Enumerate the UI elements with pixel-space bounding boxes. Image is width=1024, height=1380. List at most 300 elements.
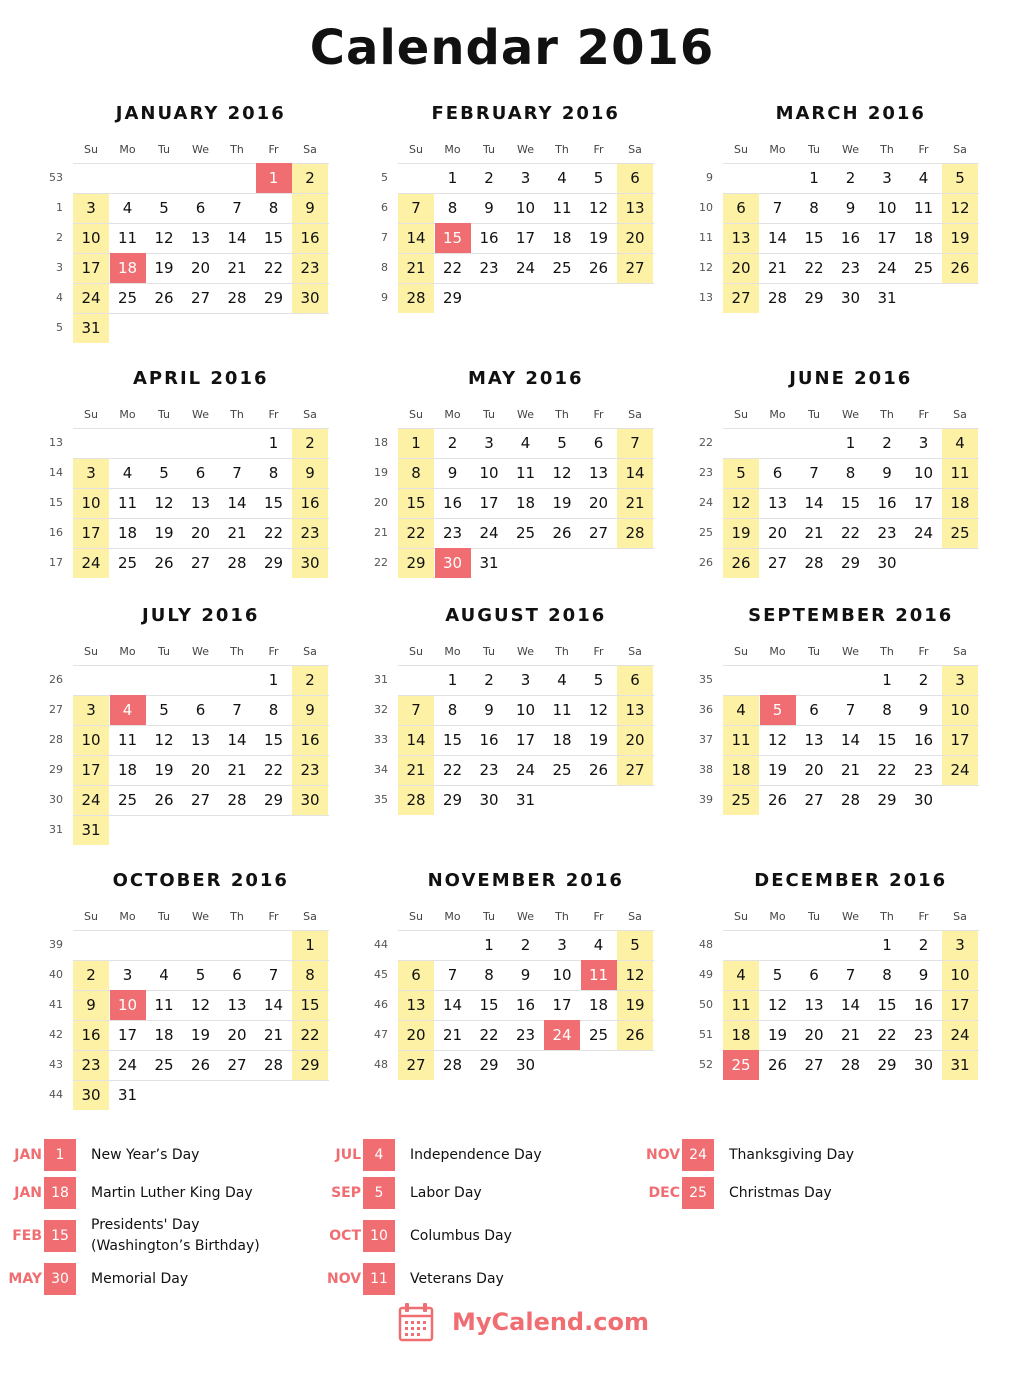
day-cell[interactable]: 4 xyxy=(520,434,531,452)
day-cell[interactable]: 28 xyxy=(263,1056,284,1074)
day-cell[interactable]: 6 xyxy=(630,169,640,187)
day-cell[interactable]: 22 xyxy=(300,1026,320,1044)
day-cell[interactable]: 4 xyxy=(557,671,567,689)
day-cell[interactable]: 2 xyxy=(305,169,315,187)
day-cell[interactable]: 20 xyxy=(406,1026,426,1044)
day-cell[interactable]: 31 xyxy=(515,791,536,809)
day-cell[interactable]: 17 xyxy=(877,229,897,247)
day-cell[interactable]: 8 xyxy=(845,464,856,482)
day-cell[interactable]: 6 xyxy=(736,199,746,217)
day-cell[interactable]: 30 xyxy=(479,791,499,809)
day-cell[interactable]: 19 xyxy=(154,259,174,277)
day-cell[interactable]: 27 xyxy=(190,554,211,572)
day-cell[interactable]: 16 xyxy=(515,996,536,1014)
day-cell[interactable]: 14 xyxy=(767,229,788,247)
day-cell[interactable]: 6 xyxy=(232,966,242,984)
day-cell[interactable]: 10 xyxy=(877,199,897,217)
day-cell[interactable]: 9 xyxy=(484,199,494,217)
day-cell[interactable]: 15 xyxy=(804,229,824,247)
day-cell[interactable]: 17 xyxy=(479,494,499,512)
day-cell[interactable]: 31 xyxy=(479,554,499,572)
day-cell[interactable]: 1 xyxy=(447,671,458,689)
day-cell[interactable]: 26 xyxy=(950,259,970,277)
day-cell[interactable]: 30 xyxy=(913,1056,934,1074)
day-cell[interactable]: 11 xyxy=(117,229,138,247)
day-cell[interactable]: 14 xyxy=(804,494,824,512)
day-cell[interactable]: 4 xyxy=(557,169,567,187)
day-cell[interactable]: 9 xyxy=(305,701,315,719)
day-cell[interactable]: 20 xyxy=(190,761,211,779)
day-cell[interactable]: 6 xyxy=(630,671,640,689)
day-cell[interactable]: 12 xyxy=(588,199,609,217)
day-cell[interactable]: 18 xyxy=(552,229,572,247)
day-cell[interactable]: 19 xyxy=(625,996,645,1014)
day-cell[interactable]: 11 xyxy=(117,494,138,512)
day-cell[interactable]: 27 xyxy=(625,761,645,779)
day-cell[interactable]: 15 xyxy=(442,731,463,749)
day-cell[interactable]: 27 xyxy=(625,259,645,277)
day-cell[interactable]: 21 xyxy=(840,1026,861,1044)
day-cell[interactable]: 3 xyxy=(484,434,494,452)
day-cell[interactable]: 21 xyxy=(804,524,824,542)
day-cell[interactable]: 23 xyxy=(300,259,320,277)
day-cell[interactable]: 14 xyxy=(625,464,645,482)
day-cell[interactable]: 3 xyxy=(955,671,965,689)
day-cell[interactable]: 4 xyxy=(593,936,604,954)
day-cell[interactable]: 16 xyxy=(913,731,934,749)
day-cell[interactable]: 25 xyxy=(117,791,138,809)
day-cell[interactable]: 18 xyxy=(117,761,138,779)
day-cell[interactable]: 23 xyxy=(300,524,320,542)
day-cell[interactable]: 26 xyxy=(190,1056,211,1074)
day-cell[interactable]: 22 xyxy=(442,761,463,779)
day-cell[interactable]: 20 xyxy=(731,259,751,277)
day-cell[interactable]: 13 xyxy=(190,229,211,247)
day-cell[interactable]: 28 xyxy=(804,554,824,572)
day-cell[interactable]: 21 xyxy=(406,259,426,277)
day-cell[interactable]: 29 xyxy=(263,791,284,809)
day-cell[interactable]: 21 xyxy=(840,761,861,779)
day-cell[interactable]: 19 xyxy=(767,1026,788,1044)
day-cell[interactable]: 10 xyxy=(81,229,101,247)
day-cell[interactable]: 18 xyxy=(515,494,536,512)
day-cell[interactable]: 23 xyxy=(479,761,499,779)
day-cell[interactable]: 13 xyxy=(804,996,824,1014)
day-cell[interactable]: 2 xyxy=(918,936,929,954)
day-cell[interactable]: 18 xyxy=(117,524,138,542)
day-cell[interactable]: 8 xyxy=(268,701,279,719)
day-cell[interactable]: 27 xyxy=(804,791,824,809)
day-cell[interactable]: 16 xyxy=(840,229,861,247)
day-cell[interactable]: 22 xyxy=(840,524,861,542)
day-cell[interactable]: 28 xyxy=(227,289,247,307)
day-cell[interactable]: 25 xyxy=(950,524,970,542)
day-cell[interactable]: 23 xyxy=(300,761,320,779)
day-cell[interactable]: 28 xyxy=(840,791,861,809)
day-cell[interactable]: 28 xyxy=(406,289,426,307)
day-cell[interactable]: 20 xyxy=(625,731,645,749)
day-cell[interactable]: 10 xyxy=(552,966,572,984)
day-cell[interactable]: 24 xyxy=(81,554,101,572)
day-cell[interactable]: 9 xyxy=(845,199,856,217)
day-cell[interactable]: 22 xyxy=(877,761,897,779)
day-cell[interactable]: 25 xyxy=(552,259,572,277)
day-cell[interactable]: 26 xyxy=(625,1026,645,1044)
day-cell[interactable]: 18 xyxy=(731,1026,751,1044)
day-cell[interactable]: 26 xyxy=(154,791,174,809)
day-cell[interactable]: 7 xyxy=(772,199,783,217)
day-cell[interactable]: 12 xyxy=(154,731,174,749)
day-cell[interactable]: 12 xyxy=(767,996,788,1014)
holiday-day-cell[interactable]: 1 xyxy=(256,163,292,193)
day-cell[interactable]: 24 xyxy=(479,524,499,542)
day-cell[interactable]: 25 xyxy=(117,289,138,307)
day-cell[interactable]: 27 xyxy=(731,289,751,307)
day-cell[interactable]: 16 xyxy=(300,494,320,512)
day-cell[interactable]: 5 xyxy=(736,464,746,482)
day-cell[interactable]: 17 xyxy=(552,996,572,1014)
day-cell[interactable]: 13 xyxy=(190,494,211,512)
day-cell[interactable]: 7 xyxy=(268,966,279,984)
day-cell[interactable]: 29 xyxy=(877,791,897,809)
day-cell[interactable]: 13 xyxy=(190,731,211,749)
day-cell[interactable]: 8 xyxy=(268,199,279,217)
day-cell[interactable]: 27 xyxy=(227,1056,247,1074)
day-cell[interactable]: 2 xyxy=(484,671,494,689)
day-cell[interactable]: 25 xyxy=(913,259,934,277)
day-cell[interactable]: 16 xyxy=(877,494,897,512)
day-cell[interactable]: 4 xyxy=(736,701,746,719)
day-cell[interactable]: 9 xyxy=(305,199,315,217)
day-cell[interactable]: 13 xyxy=(227,996,247,1014)
day-cell[interactable]: 19 xyxy=(190,1026,211,1044)
day-cell[interactable]: 4 xyxy=(955,434,965,452)
holiday-day-cell[interactable]: 4 xyxy=(110,695,146,725)
day-cell[interactable]: 9 xyxy=(86,996,96,1014)
day-cell[interactable]: 12 xyxy=(552,464,572,482)
day-cell[interactable]: 10 xyxy=(479,464,499,482)
day-cell[interactable]: 15 xyxy=(263,494,284,512)
day-cell[interactable]: 2 xyxy=(520,936,531,954)
day-cell[interactable]: 15 xyxy=(300,996,320,1014)
day-cell[interactable]: 31 xyxy=(81,319,101,337)
day-cell[interactable]: 25 xyxy=(552,761,572,779)
day-cell[interactable]: 9 xyxy=(447,464,458,482)
day-cell[interactable]: 13 xyxy=(625,701,645,719)
day-cell[interactable]: 31 xyxy=(81,821,101,839)
day-cell[interactable]: 17 xyxy=(117,1026,138,1044)
day-cell[interactable]: 10 xyxy=(81,494,101,512)
day-cell[interactable]: 2 xyxy=(86,966,96,984)
day-cell[interactable]: 2 xyxy=(447,434,458,452)
day-cell[interactable]: 11 xyxy=(950,464,970,482)
day-cell[interactable]: 23 xyxy=(913,761,934,779)
day-cell[interactable]: 23 xyxy=(81,1056,101,1074)
day-cell[interactable]: 10 xyxy=(515,199,536,217)
day-cell[interactable]: 6 xyxy=(195,701,206,719)
day-cell[interactable]: 24 xyxy=(950,1026,970,1044)
day-cell[interactable]: 11 xyxy=(731,996,751,1014)
day-cell[interactable]: 27 xyxy=(767,554,788,572)
day-cell[interactable]: 6 xyxy=(195,464,206,482)
day-cell[interactable]: 8 xyxy=(882,966,892,984)
day-cell[interactable]: 25 xyxy=(154,1056,174,1074)
day-cell[interactable]: 17 xyxy=(913,494,934,512)
day-cell[interactable]: 26 xyxy=(731,554,751,572)
day-cell[interactable]: 21 xyxy=(406,761,426,779)
day-cell[interactable]: 1 xyxy=(268,671,279,689)
day-cell[interactable]: 9 xyxy=(918,966,929,984)
day-cell[interactable]: 8 xyxy=(268,464,279,482)
day-cell[interactable]: 24 xyxy=(950,761,970,779)
day-cell[interactable]: 16 xyxy=(442,494,463,512)
day-cell[interactable]: 25 xyxy=(588,1026,609,1044)
day-cell[interactable]: 22 xyxy=(804,259,824,277)
day-cell[interactable]: 25 xyxy=(117,554,138,572)
day-cell[interactable]: 8 xyxy=(447,701,458,719)
day-cell[interactable]: 29 xyxy=(263,554,284,572)
day-cell[interactable]: 3 xyxy=(86,464,96,482)
day-cell[interactable]: 8 xyxy=(484,966,494,984)
day-cell[interactable]: 23 xyxy=(479,259,499,277)
day-cell[interactable]: 22 xyxy=(442,259,463,277)
day-cell[interactable]: 6 xyxy=(411,966,421,984)
day-cell[interactable]: 14 xyxy=(442,996,463,1014)
day-cell[interactable]: 8 xyxy=(882,701,892,719)
day-cell[interactable]: 8 xyxy=(305,966,315,984)
day-cell[interactable]: 22 xyxy=(877,1026,897,1044)
day-cell[interactable]: 30 xyxy=(300,791,320,809)
day-cell[interactable]: 3 xyxy=(918,434,929,452)
day-cell[interactable]: 19 xyxy=(588,731,609,749)
day-cell[interactable]: 8 xyxy=(809,199,819,217)
day-cell[interactable]: 7 xyxy=(447,966,458,984)
day-cell[interactable]: 26 xyxy=(154,554,174,572)
day-cell[interactable]: 17 xyxy=(515,731,536,749)
day-cell[interactable]: 20 xyxy=(227,1026,247,1044)
day-cell[interactable]: 18 xyxy=(588,996,609,1014)
day-cell[interactable]: 20 xyxy=(625,229,645,247)
day-cell[interactable]: 29 xyxy=(442,791,463,809)
day-cell[interactable]: 6 xyxy=(772,464,783,482)
day-cell[interactable]: 30 xyxy=(81,1086,101,1104)
day-cell[interactable]: 14 xyxy=(840,731,861,749)
day-cell[interactable]: 16 xyxy=(300,229,320,247)
day-cell[interactable]: 30 xyxy=(840,289,861,307)
day-cell[interactable]: 16 xyxy=(479,731,499,749)
day-cell[interactable]: 9 xyxy=(918,701,929,719)
holiday-day-cell[interactable]: 18 xyxy=(110,253,146,283)
day-cell[interactable]: 23 xyxy=(515,1026,536,1044)
day-cell[interactable]: 29 xyxy=(479,1056,499,1074)
day-cell[interactable]: 15 xyxy=(877,731,897,749)
day-cell[interactable]: 14 xyxy=(840,996,861,1014)
day-cell[interactable]: 17 xyxy=(81,524,101,542)
day-cell[interactable]: 15 xyxy=(877,996,897,1014)
day-cell[interactable]: 18 xyxy=(154,1026,174,1044)
day-cell[interactable]: 15 xyxy=(840,494,861,512)
day-cell[interactable]: 2 xyxy=(845,169,856,187)
day-cell[interactable]: 4 xyxy=(159,966,169,984)
day-cell[interactable]: 14 xyxy=(227,731,247,749)
day-cell[interactable]: 17 xyxy=(950,996,970,1014)
day-cell[interactable]: 1 xyxy=(411,434,421,452)
day-cell[interactable]: 30 xyxy=(515,1056,536,1074)
day-cell[interactable]: 28 xyxy=(840,1056,861,1074)
day-cell[interactable]: 11 xyxy=(552,701,572,719)
day-cell[interactable]: 19 xyxy=(588,229,609,247)
day-cell[interactable]: 1 xyxy=(882,936,892,954)
day-cell[interactable]: 23 xyxy=(913,1026,934,1044)
day-cell[interactable]: 20 xyxy=(804,1026,824,1044)
day-cell[interactable]: 5 xyxy=(593,169,604,187)
day-cell[interactable]: 21 xyxy=(227,761,247,779)
day-cell[interactable]: 24 xyxy=(913,524,934,542)
day-cell[interactable]: 7 xyxy=(411,199,421,217)
day-cell[interactable]: 12 xyxy=(154,494,174,512)
day-cell[interactable]: 4 xyxy=(122,464,133,482)
day-cell[interactable]: 23 xyxy=(877,524,897,542)
day-cell[interactable]: 15 xyxy=(263,229,284,247)
day-cell[interactable]: 12 xyxy=(767,731,788,749)
day-cell[interactable]: 7 xyxy=(845,966,856,984)
day-cell[interactable]: 7 xyxy=(232,199,242,217)
day-cell[interactable]: 19 xyxy=(767,761,788,779)
holiday-day-cell[interactable]: 5 xyxy=(760,695,796,725)
day-cell[interactable]: 26 xyxy=(588,259,609,277)
day-cell[interactable]: 8 xyxy=(447,199,458,217)
day-cell[interactable]: 5 xyxy=(630,936,640,954)
day-cell[interactable]: 13 xyxy=(767,494,788,512)
day-cell[interactable]: 5 xyxy=(772,966,783,984)
day-cell[interactable]: 26 xyxy=(154,289,174,307)
day-cell[interactable]: 24 xyxy=(117,1056,138,1074)
day-cell[interactable]: 10 xyxy=(913,464,934,482)
day-cell[interactable]: 1 xyxy=(305,936,315,954)
day-cell[interactable]: 11 xyxy=(913,199,934,217)
day-cell[interactable]: 20 xyxy=(190,524,211,542)
day-cell[interactable]: 30 xyxy=(913,791,934,809)
day-cell[interactable]: 7 xyxy=(630,434,640,452)
day-cell[interactable]: 2 xyxy=(305,671,315,689)
day-cell[interactable]: 3 xyxy=(520,671,531,689)
day-cell[interactable]: 14 xyxy=(227,229,247,247)
day-cell[interactable]: 30 xyxy=(877,554,897,572)
day-cell[interactable]: 6 xyxy=(593,434,604,452)
day-cell[interactable]: 11 xyxy=(731,731,751,749)
day-cell[interactable]: 16 xyxy=(913,996,934,1014)
day-cell[interactable]: 9 xyxy=(520,966,531,984)
day-cell[interactable]: 19 xyxy=(950,229,970,247)
day-cell[interactable]: 21 xyxy=(625,494,645,512)
day-cell[interactable]: 5 xyxy=(159,464,169,482)
day-cell[interactable]: 24 xyxy=(81,289,101,307)
day-cell[interactable]: 1 xyxy=(845,434,856,452)
day-cell[interactable]: 24 xyxy=(515,259,536,277)
day-cell[interactable]: 20 xyxy=(804,761,824,779)
day-cell[interactable]: 22 xyxy=(406,524,426,542)
day-cell[interactable]: 19 xyxy=(154,761,174,779)
day-cell[interactable]: 4 xyxy=(122,199,133,217)
day-cell[interactable]: 13 xyxy=(588,464,609,482)
day-cell[interactable]: 5 xyxy=(195,966,206,984)
day-cell[interactable]: 28 xyxy=(767,289,788,307)
day-cell[interactable]: 11 xyxy=(117,731,138,749)
day-cell[interactable]: 2 xyxy=(918,671,929,689)
day-cell[interactable]: 4 xyxy=(736,966,746,984)
day-cell[interactable]: 26 xyxy=(552,524,572,542)
day-cell[interactable]: 29 xyxy=(406,554,426,572)
day-cell[interactable]: 11 xyxy=(552,199,572,217)
day-cell[interactable]: 15 xyxy=(406,494,426,512)
day-cell[interactable]: 6 xyxy=(809,701,819,719)
day-cell[interactable]: 12 xyxy=(588,701,609,719)
holiday-day-cell[interactable]: 24 xyxy=(544,1020,580,1050)
day-cell[interactable]: 25 xyxy=(515,524,536,542)
day-cell[interactable]: 19 xyxy=(731,524,751,542)
day-cell[interactable]: 5 xyxy=(955,169,965,187)
day-cell[interactable]: 2 xyxy=(882,434,892,452)
day-cell[interactable]: 14 xyxy=(263,996,284,1014)
day-cell[interactable]: 2 xyxy=(305,434,315,452)
day-cell[interactable]: 23 xyxy=(840,259,861,277)
day-cell[interactable]: 2 xyxy=(484,169,494,187)
day-cell[interactable]: 20 xyxy=(190,259,211,277)
holiday-day-cell[interactable]: 10 xyxy=(110,990,146,1020)
holiday-day-cell[interactable]: 15 xyxy=(435,223,471,253)
day-cell[interactable]: 1 xyxy=(484,936,494,954)
day-cell[interactable]: 13 xyxy=(731,229,751,247)
day-cell[interactable]: 12 xyxy=(950,199,970,217)
day-cell[interactable]: 21 xyxy=(263,1026,284,1044)
day-cell[interactable]: 28 xyxy=(625,524,645,542)
day-cell[interactable]: 18 xyxy=(731,761,751,779)
day-cell[interactable]: 13 xyxy=(804,731,824,749)
day-cell[interactable]: 11 xyxy=(515,464,536,482)
day-cell[interactable]: 9 xyxy=(484,701,494,719)
day-cell[interactable]: 6 xyxy=(195,199,206,217)
day-cell[interactable]: 1 xyxy=(268,434,279,452)
day-cell[interactable]: 12 xyxy=(154,229,174,247)
day-cell[interactable]: 27 xyxy=(190,289,211,307)
day-cell[interactable]: 20 xyxy=(588,494,609,512)
day-cell[interactable]: 28 xyxy=(227,554,247,572)
day-cell[interactable]: 26 xyxy=(588,761,609,779)
day-cell[interactable]: 14 xyxy=(406,229,426,247)
day-cell[interactable]: 7 xyxy=(845,701,856,719)
holiday-day-cell[interactable]: 25 xyxy=(723,1050,759,1080)
day-cell[interactable]: 6 xyxy=(809,966,819,984)
day-cell[interactable]: 24 xyxy=(877,259,897,277)
day-cell[interactable]: 22 xyxy=(263,761,284,779)
day-cell[interactable]: 7 xyxy=(411,701,421,719)
day-cell[interactable]: 12 xyxy=(190,996,211,1014)
day-cell[interactable]: 30 xyxy=(300,289,320,307)
day-cell[interactable]: 29 xyxy=(877,1056,897,1074)
day-cell[interactable]: 27 xyxy=(588,524,609,542)
day-cell[interactable]: 5 xyxy=(557,434,567,452)
day-cell[interactable]: 7 xyxy=(232,464,242,482)
day-cell[interactable]: 29 xyxy=(840,554,861,572)
day-cell[interactable]: 3 xyxy=(557,936,567,954)
day-cell[interactable]: 12 xyxy=(731,494,751,512)
day-cell[interactable]: 4 xyxy=(918,169,929,187)
day-cell[interactable]: 10 xyxy=(950,701,970,719)
day-cell[interactable]: 28 xyxy=(442,1056,463,1074)
day-cell[interactable]: 25 xyxy=(731,791,751,809)
day-cell[interactable]: 30 xyxy=(300,554,320,572)
day-cell[interactable]: 8 xyxy=(411,464,421,482)
